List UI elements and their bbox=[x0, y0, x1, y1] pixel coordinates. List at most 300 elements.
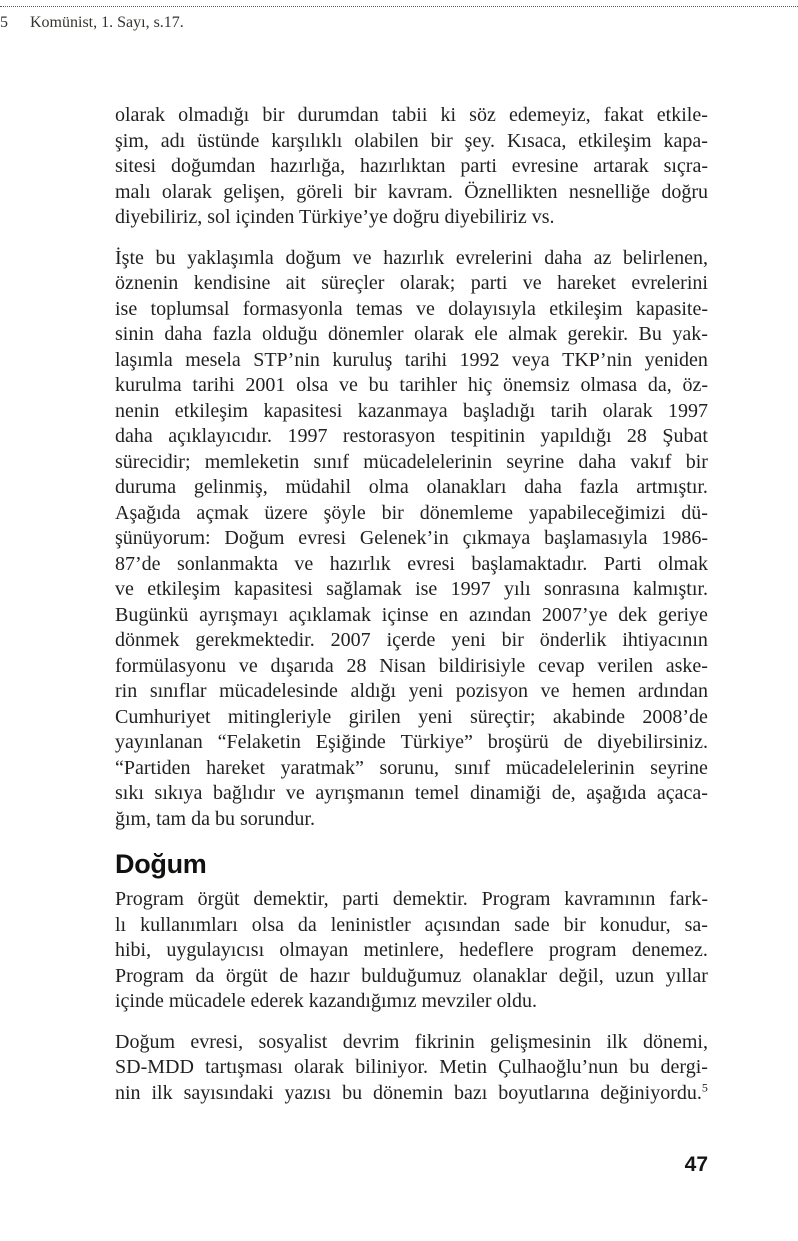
word: şey. bbox=[464, 129, 496, 152]
word: ve bbox=[352, 246, 372, 269]
word: nenin bbox=[115, 399, 160, 422]
word: temas bbox=[355, 297, 403, 320]
word: gelişen, bbox=[223, 180, 285, 203]
word: biliniyor. bbox=[355, 1056, 429, 1078]
word: olabilen bbox=[354, 129, 419, 152]
word: yaratmak” bbox=[280, 756, 364, 779]
word: gerekir. bbox=[567, 323, 629, 345]
word: artarak bbox=[593, 155, 649, 177]
word: evresi bbox=[407, 552, 455, 575]
word: de, bbox=[551, 782, 576, 804]
word: fazla bbox=[579, 476, 619, 498]
text-line bbox=[115, 887, 708, 913]
word: kapasitesi bbox=[263, 399, 343, 422]
paragraph bbox=[115, 887, 708, 1015]
word: ve bbox=[238, 654, 258, 677]
word: açıklamak bbox=[288, 603, 371, 626]
word: olsa bbox=[251, 913, 284, 936]
word: bir bbox=[501, 629, 524, 651]
word: ve bbox=[294, 552, 314, 575]
word: gelişmesinin bbox=[490, 1030, 592, 1053]
word: pozisyon bbox=[455, 680, 528, 702]
paragraph bbox=[115, 246, 708, 833]
word: STP’nin bbox=[253, 348, 320, 371]
word: belirlenen, bbox=[623, 246, 708, 269]
word: bulduğumuz bbox=[361, 964, 462, 987]
word: Şubat bbox=[662, 425, 708, 447]
word: lı bbox=[115, 913, 127, 936]
word: hiç bbox=[467, 374, 493, 396]
word: yapabileceğimizi bbox=[528, 501, 666, 524]
word: göreli bbox=[296, 180, 343, 203]
word: kapa- bbox=[663, 129, 708, 152]
word: kullanımları bbox=[140, 913, 238, 936]
word: ve bbox=[540, 680, 560, 702]
word: mitingleriyle bbox=[227, 705, 332, 728]
text-line bbox=[115, 654, 708, 680]
word: uzun bbox=[615, 964, 655, 987]
word: edemeyiz, bbox=[508, 104, 591, 126]
word: sınıf bbox=[313, 450, 350, 473]
word: içinse bbox=[381, 603, 429, 626]
word: tartışması bbox=[205, 1056, 283, 1078]
word: dek bbox=[618, 603, 648, 626]
word: ve bbox=[285, 782, 305, 804]
word: bir bbox=[430, 129, 453, 152]
word: da, bbox=[647, 374, 672, 396]
word: leninistler bbox=[330, 913, 411, 936]
footnote-reference: 5 bbox=[701, 1079, 708, 1094]
word: veya bbox=[511, 348, 550, 371]
word: önemsiz bbox=[503, 374, 570, 396]
word: üzere bbox=[264, 501, 308, 524]
word: öznenin bbox=[115, 272, 179, 294]
word: tabii bbox=[391, 104, 428, 126]
word: verilen bbox=[597, 654, 653, 677]
word: hazır bbox=[309, 964, 350, 987]
word: fark- bbox=[669, 888, 708, 910]
text-line bbox=[115, 1081, 708, 1107]
word: dü- bbox=[681, 501, 708, 524]
text-line bbox=[115, 450, 708, 476]
footnote-marker: 5 bbox=[0, 14, 8, 31]
word: seyrine bbox=[650, 756, 708, 779]
word: malı bbox=[115, 180, 151, 203]
word: sonrasına bbox=[544, 578, 620, 600]
text-line bbox=[115, 246, 708, 272]
word: dışarıda bbox=[270, 654, 334, 677]
text-line bbox=[115, 322, 708, 348]
word: gerekmektedir. bbox=[195, 629, 315, 651]
word: yıllar bbox=[665, 964, 708, 987]
text-line bbox=[115, 938, 708, 964]
word: olsa bbox=[296, 374, 329, 396]
word: diyebilirsiniz. bbox=[597, 731, 708, 753]
word: hareket bbox=[206, 756, 265, 779]
word: yazısı bbox=[284, 1081, 332, 1104]
word: etkileşim bbox=[147, 578, 221, 600]
word: olma bbox=[368, 476, 409, 498]
text-line bbox=[115, 552, 708, 578]
word: bir bbox=[262, 104, 285, 126]
word: 1997 bbox=[450, 578, 491, 600]
text-line bbox=[115, 628, 708, 654]
word: ayrışmayı bbox=[199, 603, 279, 626]
word: 1986- bbox=[661, 527, 708, 549]
word: hazırlık bbox=[383, 246, 445, 269]
word: 87’de bbox=[115, 552, 161, 575]
footnote-text: Komünist, 1. Sayı, s.17. bbox=[30, 14, 184, 31]
word: sıkıya bbox=[154, 782, 203, 804]
word: bir bbox=[381, 501, 404, 524]
word: da bbox=[297, 913, 317, 936]
word: evresi bbox=[298, 527, 347, 549]
word: kapasitesi bbox=[233, 578, 313, 600]
word: azından bbox=[468, 603, 532, 626]
word: demektir, bbox=[253, 888, 329, 910]
word: bir bbox=[354, 180, 377, 203]
word: mücadelesinde bbox=[219, 680, 338, 702]
word: fazla bbox=[212, 323, 252, 345]
word: tarihler bbox=[399, 374, 458, 396]
text-line: içinde mücadele ederek kazandığımız mevziler oldu. bbox=[115, 990, 538, 1012]
word: en bbox=[439, 603, 459, 626]
word: ki bbox=[440, 104, 457, 126]
word: 28 bbox=[626, 425, 647, 447]
word: hazırlığa, bbox=[270, 155, 346, 177]
word: dönemler bbox=[327, 323, 404, 345]
text-line bbox=[115, 526, 708, 552]
word: sinin bbox=[115, 323, 154, 345]
word: sıkı bbox=[115, 782, 144, 804]
word: laşımla bbox=[115, 348, 173, 371]
word: yayınlanan bbox=[115, 731, 203, 753]
word: etkileşim bbox=[549, 297, 623, 320]
word: denemez. bbox=[631, 939, 708, 961]
word: süreçler bbox=[321, 272, 385, 294]
word: olmasa bbox=[580, 374, 638, 396]
word: formülasyonu bbox=[115, 654, 227, 677]
word: Kısaca, bbox=[506, 129, 567, 152]
word: sıçra- bbox=[663, 155, 708, 177]
word: formasyonla bbox=[242, 297, 343, 320]
word: Aşağıda bbox=[115, 501, 181, 524]
word: hedeflere bbox=[459, 939, 534, 961]
word: hibi, bbox=[115, 939, 152, 961]
word: Çulhaoğlu’nun bbox=[498, 1056, 619, 1078]
word: bu bbox=[342, 1081, 363, 1104]
word: dolayısıyla bbox=[448, 297, 536, 320]
word: 2007 bbox=[330, 629, 371, 651]
word: 28 bbox=[346, 654, 367, 677]
word: çıkmaya bbox=[462, 527, 531, 549]
text-line bbox=[115, 348, 708, 374]
word: ait bbox=[285, 272, 306, 294]
word: yapıldığı bbox=[540, 425, 612, 447]
word: 2001 bbox=[245, 374, 286, 396]
word: fikrinin bbox=[414, 1030, 475, 1053]
word: içerde bbox=[386, 629, 436, 651]
word: ise bbox=[415, 578, 438, 600]
word: seyrine bbox=[506, 450, 565, 473]
word: müdahil bbox=[285, 476, 351, 498]
text-line bbox=[115, 501, 708, 527]
word: sitesi bbox=[115, 155, 157, 177]
word: ardından bbox=[638, 680, 708, 702]
word: Öznellikten bbox=[464, 180, 558, 203]
word: Doğum bbox=[115, 1030, 175, 1053]
word: yılı bbox=[504, 578, 531, 600]
word: etkile- bbox=[656, 104, 708, 126]
word: değiniyordu.$^5$ bbox=[600, 1079, 708, 1104]
text-line bbox=[115, 180, 708, 206]
word: önderlik bbox=[539, 629, 607, 651]
word: daha bbox=[524, 476, 562, 498]
word: uygulayıcısı bbox=[166, 939, 265, 961]
word: şim, bbox=[115, 129, 149, 152]
word: olarak; bbox=[399, 272, 456, 294]
word: dönmek bbox=[115, 629, 180, 651]
word: evrelerini bbox=[455, 246, 533, 269]
word: de bbox=[563, 731, 583, 753]
word: hemen bbox=[572, 680, 626, 702]
section-heading: Doğum bbox=[115, 849, 207, 879]
word: üstünde bbox=[197, 129, 260, 152]
text-line bbox=[115, 373, 708, 399]
word: kapasite- bbox=[635, 297, 708, 320]
word: bildirisiyle bbox=[438, 654, 526, 677]
word: sürecidir; bbox=[115, 450, 191, 473]
word: yeni bbox=[418, 705, 453, 728]
word: olduğu bbox=[261, 323, 318, 345]
text-line bbox=[115, 705, 708, 731]
page-number: 47 bbox=[684, 1153, 708, 1176]
word: sorunu, bbox=[379, 756, 439, 779]
word: İşte bbox=[115, 246, 144, 269]
word: program bbox=[548, 939, 617, 961]
word: bu bbox=[629, 1056, 650, 1078]
word: kavramının bbox=[564, 888, 656, 910]
word: Metin bbox=[439, 1056, 487, 1078]
word: adı bbox=[160, 129, 186, 152]
word: olarak bbox=[602, 399, 653, 422]
word: şöyle bbox=[323, 501, 366, 524]
text-line bbox=[115, 756, 708, 782]
word: tarihi bbox=[192, 374, 235, 396]
word: TKP’nin bbox=[562, 348, 633, 371]
word: olmadığı bbox=[178, 104, 250, 126]
word: yaklaşımla bbox=[187, 246, 274, 269]
word: kuruluş bbox=[332, 348, 393, 371]
word: SD-MDD bbox=[115, 1056, 194, 1078]
word: ele bbox=[474, 323, 498, 345]
word: duruma bbox=[115, 476, 177, 498]
word: sağlamak bbox=[326, 578, 402, 600]
word: evresi, bbox=[190, 1030, 244, 1053]
word: olmayan bbox=[279, 939, 349, 961]
text-line bbox=[115, 603, 708, 629]
word: sınıflar bbox=[149, 680, 207, 702]
text-line: diyebiliriz, sol içinden Türkiye’ye doğru diyebiliriz vs. bbox=[115, 206, 555, 228]
word: dönemi, bbox=[642, 1030, 708, 1053]
word: cevap bbox=[538, 654, 585, 677]
text-line bbox=[115, 964, 708, 990]
word: olarak bbox=[161, 180, 212, 203]
word: artmıştır. bbox=[636, 476, 708, 498]
word: mesela bbox=[185, 348, 241, 371]
word: devrim bbox=[342, 1030, 400, 1053]
word: yeni bbox=[451, 629, 486, 651]
word: başlamasıyla bbox=[544, 527, 648, 549]
word: ise bbox=[115, 297, 138, 320]
word: olanakları bbox=[426, 476, 507, 498]
word: Parti bbox=[603, 552, 642, 575]
word: doğru bbox=[661, 180, 708, 203]
word: mücadelelerinin bbox=[505, 756, 635, 779]
word: olarak bbox=[115, 104, 165, 126]
word: hazırlık bbox=[329, 552, 391, 575]
word: “Partiden bbox=[115, 756, 191, 779]
word: yak- bbox=[672, 323, 708, 345]
word: vakıf bbox=[630, 450, 672, 473]
word: aldığı bbox=[350, 680, 397, 702]
word: Doğum bbox=[224, 527, 285, 549]
word: restorasyon bbox=[342, 425, 436, 447]
text-line bbox=[115, 424, 708, 450]
word: daha bbox=[578, 450, 617, 473]
word: bu bbox=[368, 374, 389, 396]
word: boyutlarına bbox=[498, 1081, 590, 1104]
word: metinlere, bbox=[363, 939, 444, 961]
paragraph bbox=[115, 103, 708, 231]
word: sosyalist bbox=[258, 1030, 328, 1053]
text-line bbox=[115, 1055, 708, 1081]
word: bağlıdır bbox=[212, 782, 276, 804]
word: bir bbox=[563, 913, 586, 936]
word: sınıf bbox=[454, 756, 491, 779]
paragraph bbox=[115, 1030, 708, 1107]
word: Bu bbox=[638, 323, 662, 345]
word: açaca- bbox=[656, 782, 708, 804]
word: nesnelliğe bbox=[568, 180, 650, 203]
text-line bbox=[115, 103, 708, 129]
word: daha bbox=[544, 246, 582, 269]
word: demektir. bbox=[392, 888, 468, 910]
word: hareket bbox=[557, 272, 616, 294]
word: 2007’ye bbox=[541, 603, 608, 626]
word: rin bbox=[115, 680, 138, 702]
word: açıklayıcıdır. bbox=[168, 425, 273, 447]
word: ayrışmanın bbox=[315, 782, 405, 804]
text-line bbox=[115, 1030, 708, 1056]
word: ve bbox=[339, 374, 358, 396]
word: yeniden bbox=[644, 348, 708, 371]
word: parti bbox=[342, 888, 380, 910]
word: başladığı bbox=[463, 399, 536, 422]
word: Nisan bbox=[379, 654, 426, 677]
word: ilk bbox=[606, 1030, 628, 1053]
word: 1997 bbox=[667, 399, 708, 422]
word: da bbox=[195, 964, 215, 987]
word: konudur, bbox=[599, 913, 671, 936]
word: az bbox=[593, 246, 612, 269]
word: ilk bbox=[151, 1081, 173, 1104]
word: tarih bbox=[550, 399, 588, 422]
word: memleketin bbox=[204, 450, 300, 473]
word: Gelenek’in bbox=[359, 527, 449, 549]
word: kalmıştır. bbox=[632, 578, 708, 600]
text-line bbox=[115, 913, 708, 939]
footnote-separator bbox=[0, 6, 798, 7]
word: hazırlıktan bbox=[359, 155, 446, 177]
word: daha bbox=[115, 425, 153, 447]
word: sayısındaki bbox=[183, 1081, 274, 1104]
word: parti bbox=[460, 155, 497, 177]
word: örgüt bbox=[225, 964, 268, 987]
word: olanaklar bbox=[472, 964, 548, 987]
word: toplumsal bbox=[150, 297, 230, 320]
word: olarak bbox=[294, 1056, 345, 1078]
word: olarak bbox=[413, 323, 464, 345]
word: evrelerini bbox=[631, 272, 708, 294]
word: sade bbox=[514, 913, 550, 936]
word: kurulma bbox=[115, 374, 182, 396]
word: evresine bbox=[511, 155, 579, 177]
word: akabinde bbox=[552, 705, 626, 728]
word: aşağıda bbox=[586, 782, 647, 804]
word: gelinmiş, bbox=[193, 476, 268, 498]
word: parti bbox=[470, 272, 508, 294]
word: değil, bbox=[558, 964, 604, 987]
word: şünüyorum: bbox=[115, 527, 211, 549]
word: almak bbox=[508, 323, 558, 345]
word: olmak bbox=[657, 552, 708, 575]
word: temel bbox=[414, 782, 460, 804]
text-line bbox=[115, 271, 708, 297]
word: dergi- bbox=[660, 1056, 708, 1078]
word: Program bbox=[115, 964, 184, 987]
word: geriye bbox=[657, 603, 708, 626]
word: dönemleme bbox=[419, 501, 513, 524]
word: Türkiye” bbox=[400, 731, 473, 753]
word: etkileşim bbox=[174, 399, 249, 422]
text-line bbox=[115, 577, 708, 603]
word: kavram. bbox=[387, 180, 453, 203]
word: açmak bbox=[196, 501, 249, 524]
word: nin bbox=[115, 1081, 141, 1104]
text-line bbox=[115, 399, 708, 425]
word: kendisine bbox=[193, 272, 271, 294]
text-line bbox=[115, 297, 708, 323]
word: örgüt bbox=[197, 888, 240, 910]
word: başlamaktadır. bbox=[471, 552, 588, 575]
word: süreçtir; bbox=[469, 705, 536, 728]
word: mücadelelerinin bbox=[363, 450, 493, 473]
word: 2008’de bbox=[642, 705, 708, 728]
word: tespitinin bbox=[450, 425, 525, 447]
word: öz- bbox=[682, 374, 708, 396]
word: 1992 bbox=[459, 348, 500, 371]
word: broşürü bbox=[487, 731, 549, 753]
word: bu bbox=[155, 246, 176, 269]
text-line bbox=[115, 781, 708, 807]
word: daha bbox=[164, 323, 203, 345]
word: Bugünkü bbox=[115, 603, 189, 626]
word: Cumhuriyet bbox=[115, 705, 211, 728]
word: ihtiyacının bbox=[622, 629, 708, 651]
text-line bbox=[115, 679, 708, 705]
word: etkileşim bbox=[578, 129, 652, 152]
